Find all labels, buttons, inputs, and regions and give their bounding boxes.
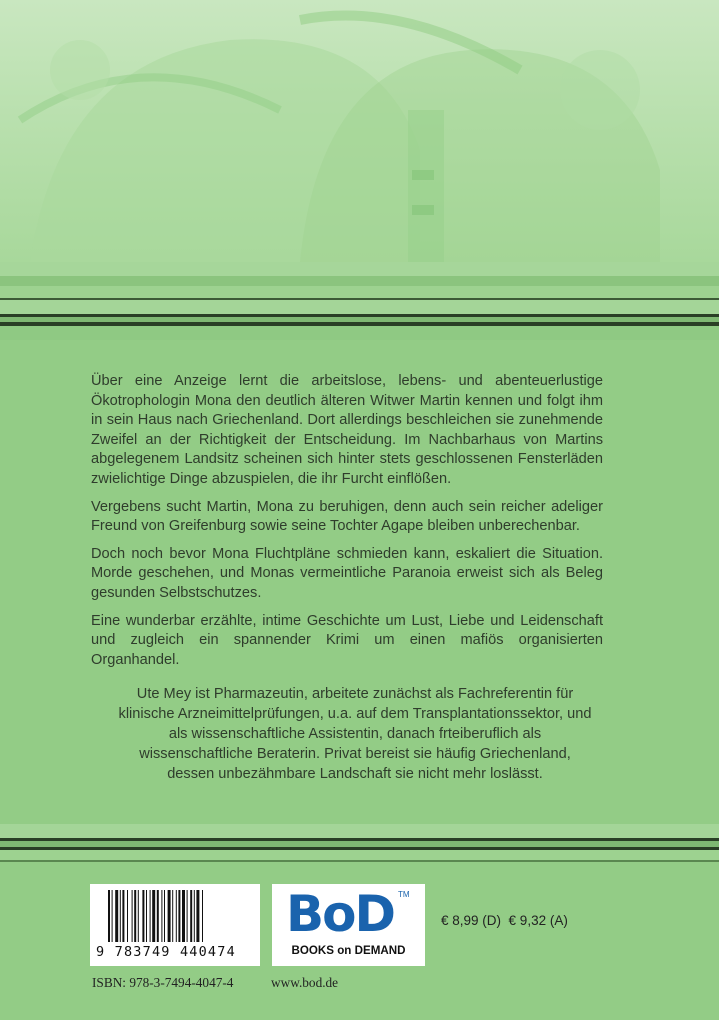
barcode-digits: 9 783749 440474 (96, 944, 236, 960)
bottom-band-light (0, 824, 719, 838)
website-link[interactable]: www.bod.de (271, 975, 339, 990)
barcode-bar (187, 890, 188, 942)
price-germany: € 8,99 (D) (441, 913, 502, 928)
barcode-bar (168, 890, 171, 942)
top-band-bottom (0, 326, 719, 340)
barcode-bar (127, 890, 128, 942)
barcode-bar (122, 890, 124, 942)
barcode-bar (108, 890, 110, 942)
blurb-paragraph: Vergebens sucht Martin, Mona zu beruhigen, denn auch sein reicher adeliger Freund von Greifenburg sowie seine Tochter Agape bleiben unberechenbar. (91, 498, 603, 535)
barcode-bar (172, 890, 173, 942)
barcode-bar (157, 890, 159, 942)
barcode-bar (176, 890, 177, 942)
barcode (90, 884, 260, 966)
blurb (91, 372, 603, 678)
barcode-bars (106, 890, 246, 944)
bottom-rule-3 (0, 860, 719, 862)
bod-trademark: TM (398, 890, 410, 899)
barcode-bar (164, 890, 165, 942)
barcode-bar (202, 890, 203, 942)
isbn: ISBN: 978-3-7494-4047-4 (92, 975, 234, 990)
price-austria: € 9,32 (A) (508, 913, 568, 928)
barcode-bar (146, 890, 147, 942)
barcode-bar (132, 890, 133, 942)
bod-tagline: BOOKS on DEMAND (291, 944, 406, 957)
top-band-mid (0, 276, 719, 286)
barcode-bar (134, 890, 136, 942)
top-band-pale (0, 300, 719, 314)
barcode-bar (194, 890, 195, 942)
top-band-soft (0, 286, 719, 298)
bod-logo-text: BoD (286, 885, 394, 943)
blurb-paragraph: Über eine Anzeige lernt die arbeitslose, lebens- und abenteuerlustige Ökotrophologin Mona den deutlich älteren Witwer Martin kennen und folgt ihm in sein Haus nach Griechenland. Dort allerdings beschleichen sie zunehmende Zweifel an der Richtigkeit der Entscheidung. Im Nachbarhaus von Martins abgelegenem Landsitz scheinen sich hinter stets geschlossenen Fensterläden zwielichtige Dinge abzuspielen, die ihr Furcht einflößen. (91, 373, 603, 487)
barcode-bar (115, 890, 118, 942)
barcode-bar (152, 890, 155, 942)
author-bio: Ute Mey ist Pharmazeutin, arbeitete zunächst als Fachreferentin für klinische Arzneimittelprüfungen, u.a. auf dem Transplantationssektor, und als wissenschaftliche Assistentin, danach frteiberuflich als wissenschaftliche Beraterin. Privat bereist sie häufig Griechenland, dessen unbezähmbare Landschaft sie nicht mehr loslässt. (118, 686, 592, 782)
barcode-bar (161, 890, 162, 942)
barcode-bar (190, 890, 192, 942)
barcode-bar (178, 890, 180, 942)
cover-photo (0, 0, 719, 262)
bottom-band-soft (0, 850, 719, 860)
barcode-bar (182, 890, 185, 942)
publisher-logo (272, 884, 425, 966)
barcode-bar (120, 890, 121, 942)
price (441, 913, 568, 928)
blurb-paragraph: Eine wunderbar erzählte, intime Geschichte um Lust, Liebe und Leidenschaft und zugleich ein spannender Krimi um einen mafiös organisierten Organhandel. (91, 612, 603, 668)
barcode-bar (138, 890, 139, 942)
top-band-light (0, 262, 719, 276)
barcode-bar (142, 890, 144, 942)
barcode-bar (112, 890, 113, 942)
blurb-paragraph: Doch noch bevor Mona Fluchtpläne schmieden kann, eskaliert die Situation. Morde geschehen, und Monas vermeintliche Paranoia erweist sich als Beleg gesunden Selbstschutzes. (91, 545, 603, 601)
barcode-bar (196, 890, 199, 942)
barcode-bar (150, 890, 151, 942)
